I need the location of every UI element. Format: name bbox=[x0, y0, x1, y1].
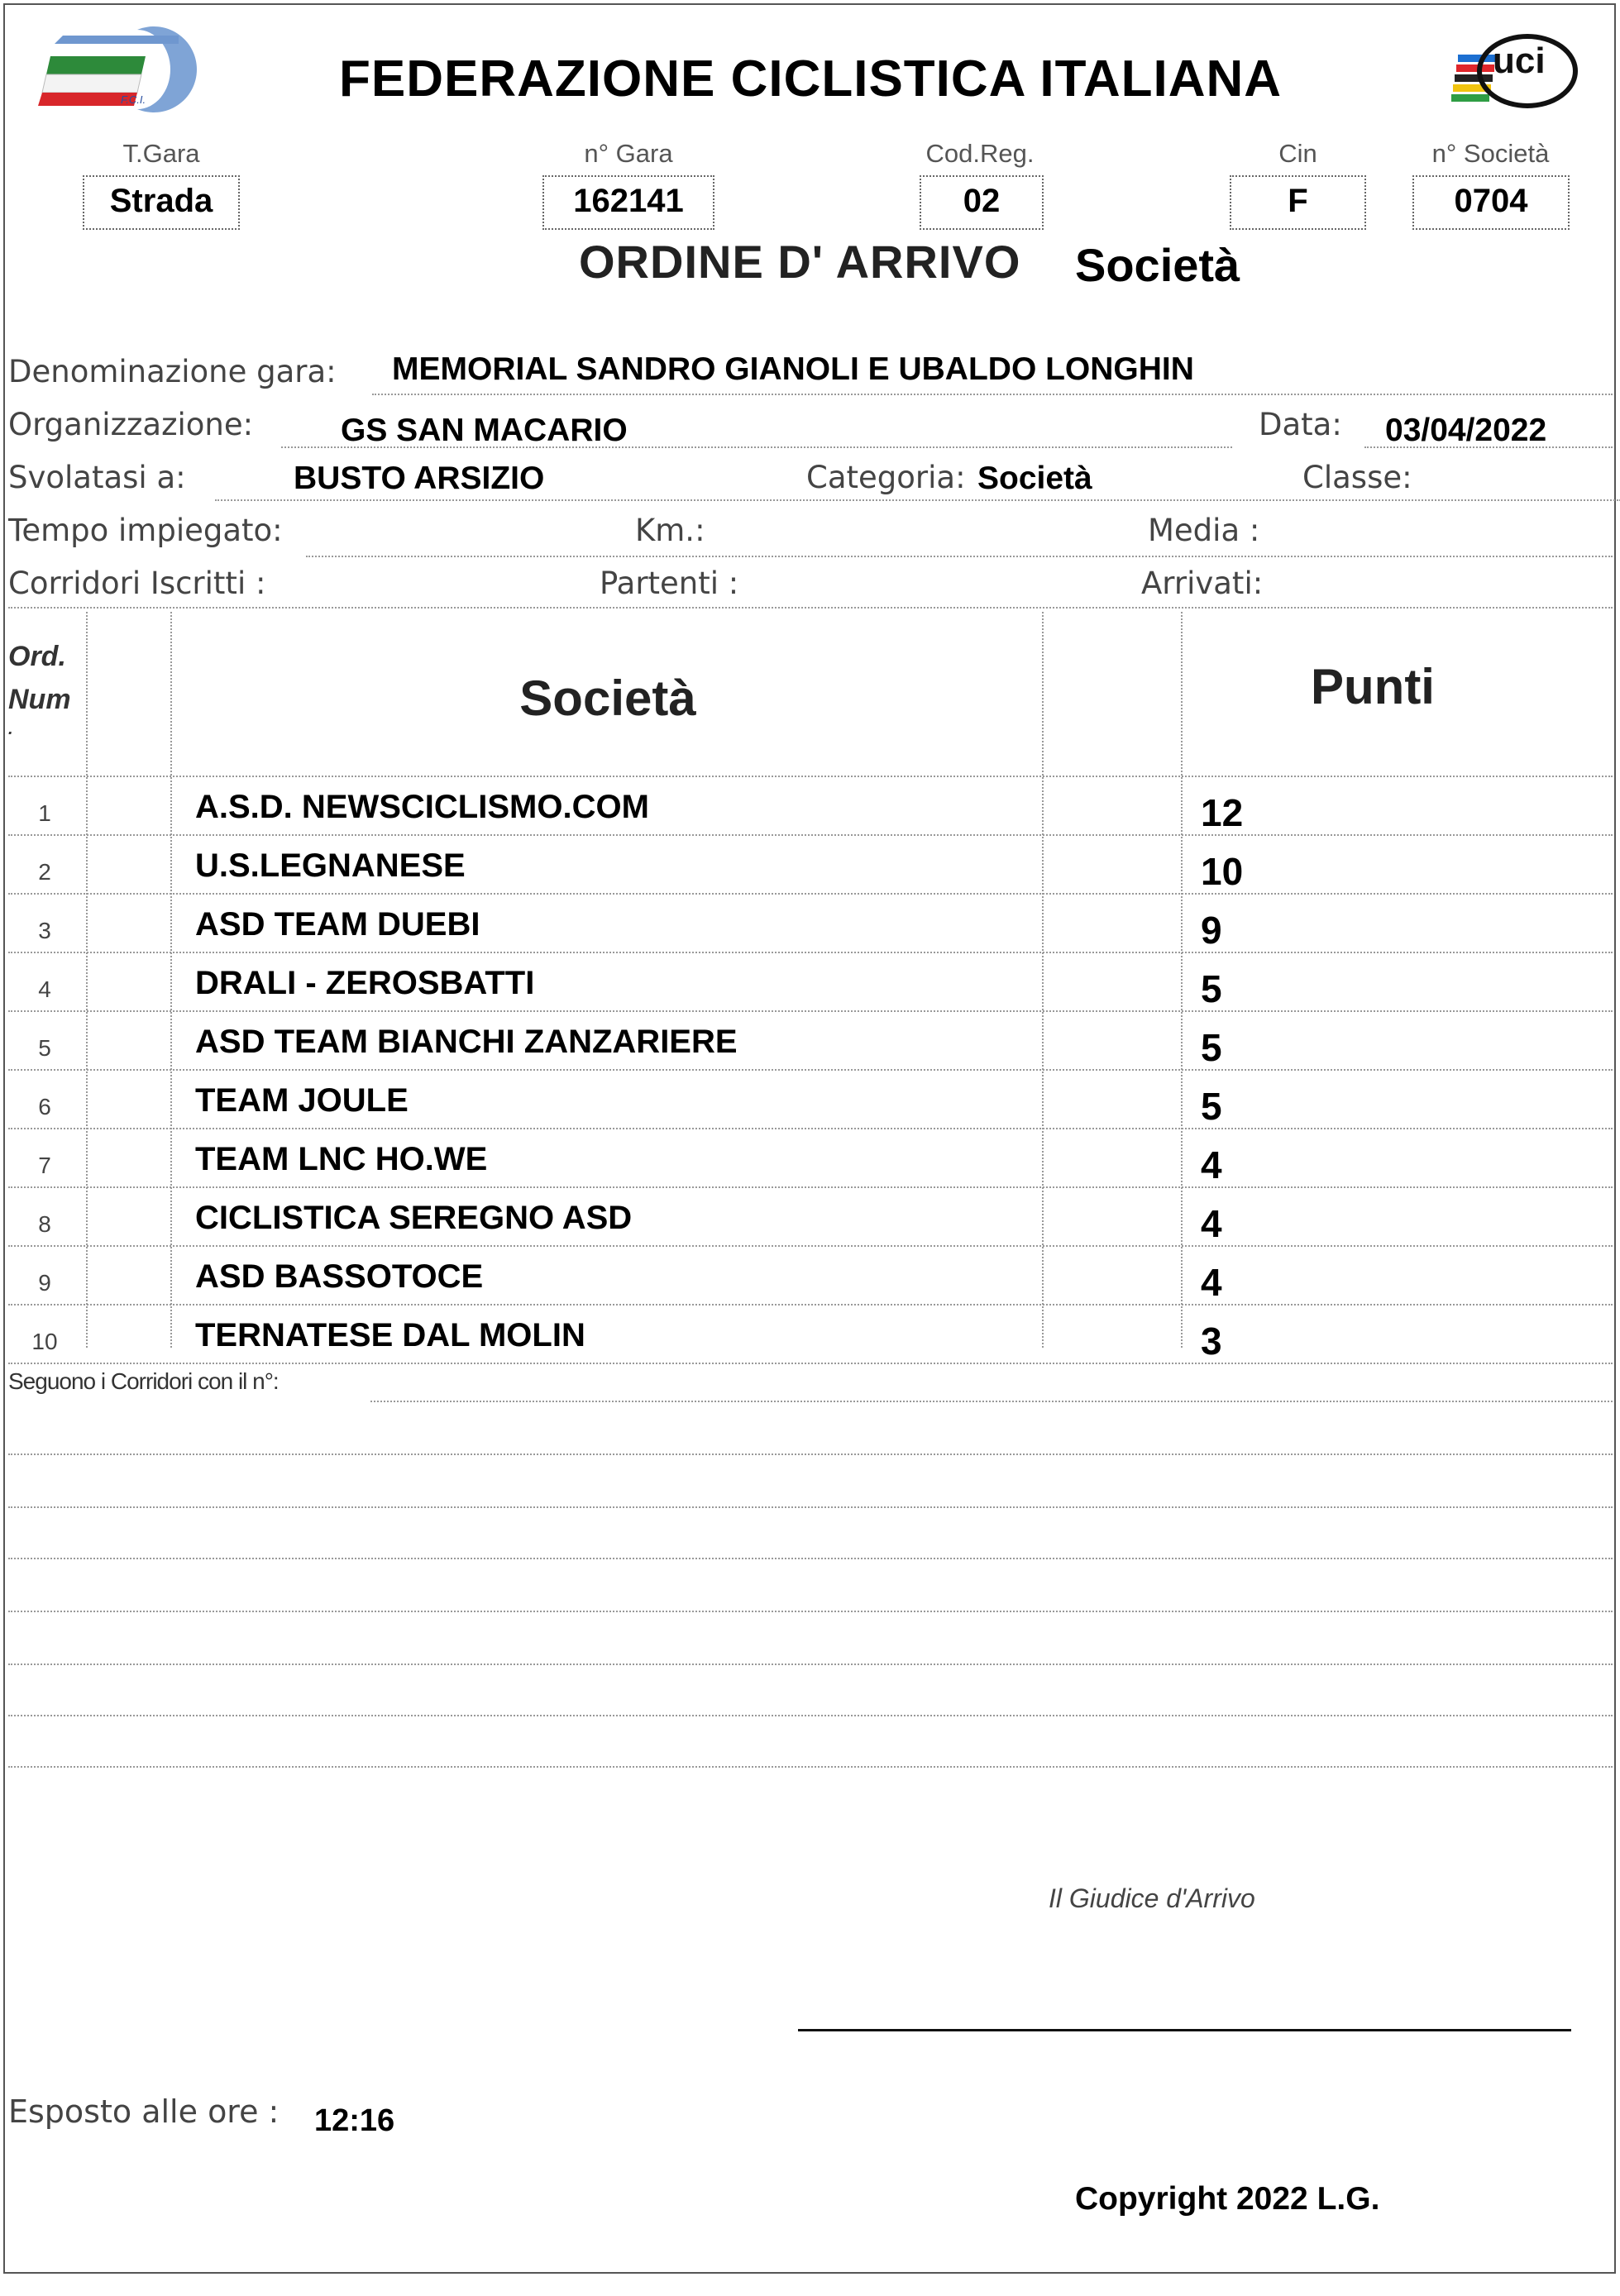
km-label: Km.: bbox=[635, 513, 705, 548]
row-separator bbox=[8, 834, 1613, 836]
uci-logo-icon bbox=[1451, 23, 1584, 116]
row-position: 6 bbox=[38, 1094, 51, 1119]
row-points: 5 bbox=[1201, 1085, 1222, 1128]
blank-line-1 bbox=[8, 1453, 1613, 1455]
row-position: 3 bbox=[38, 918, 51, 943]
svg-text:uci: uci bbox=[1493, 41, 1546, 81]
cod-reg-label: Cod.Reg. bbox=[925, 139, 1035, 168]
svolatasi-line bbox=[215, 499, 1620, 501]
iscritti-line bbox=[8, 607, 1613, 609]
arrivati-label: Arrivati: bbox=[1141, 566, 1264, 601]
blank-line-7 bbox=[8, 1766, 1613, 1768]
row-separator bbox=[8, 1245, 1613, 1247]
row-points: 5 bbox=[1201, 967, 1222, 1010]
row-separator bbox=[8, 1010, 1613, 1012]
row-points: 3 bbox=[1201, 1320, 1222, 1363]
ordine-arrivo-title: ORDINE D' ARRIVO bbox=[579, 236, 1021, 288]
seguono-line bbox=[370, 1401, 1613, 1402]
row-points: 10 bbox=[1201, 850, 1244, 893]
denominazione-label: Denominazione gara: bbox=[8, 354, 337, 389]
row-separator bbox=[8, 1186, 1613, 1188]
t-gara-field: Strada bbox=[83, 175, 240, 230]
cod-reg-field: 02 bbox=[920, 175, 1044, 230]
t-gara-label: T.Gara bbox=[122, 139, 200, 168]
col-line-4 bbox=[1181, 612, 1183, 1348]
row-position: 2 bbox=[38, 859, 51, 885]
punti-header: Punti bbox=[1311, 659, 1435, 714]
row-team-name: TERNATESE DAL MOLIN bbox=[195, 1317, 585, 1353]
row-position: 10 bbox=[31, 1329, 58, 1354]
blank-line-3 bbox=[8, 1558, 1613, 1559]
row-team-name: ASD BASSOTOCE bbox=[195, 1258, 484, 1295]
document-frame bbox=[3, 3, 1616, 2274]
organizzazione-line bbox=[281, 446, 1232, 448]
row-separator bbox=[8, 1304, 1613, 1306]
n-gara-label: n° Gara bbox=[584, 139, 673, 168]
row-points: 4 bbox=[1201, 1261, 1222, 1304]
fci-logo-icon bbox=[30, 23, 203, 114]
col-line-1 bbox=[86, 612, 88, 1348]
row-position: 8 bbox=[38, 1211, 51, 1237]
row-team-name: TEAM LNC HO.WE bbox=[195, 1141, 488, 1177]
data-value: 03/04/2022 bbox=[1385, 413, 1547, 448]
row-team-name: CICLISTICA SEREGNO ASD bbox=[195, 1200, 633, 1236]
svolatasi-label: Svolatasi a: bbox=[8, 460, 186, 495]
signature-line bbox=[798, 2029, 1571, 2031]
row-team-name: TEAM JOULE bbox=[195, 1082, 409, 1119]
row-position: 1 bbox=[38, 800, 51, 826]
categoria-label: Categoria: bbox=[806, 460, 966, 495]
denominazione-value: MEMORIAL SANDRO GIANOLI E UBALDO LONGHIN bbox=[392, 351, 1194, 387]
partenti-label: Partenti : bbox=[600, 566, 739, 601]
col-line-2 bbox=[170, 612, 172, 1348]
row-position: 9 bbox=[38, 1270, 51, 1296]
media-label: Media : bbox=[1148, 513, 1260, 548]
row-team-name: ASD TEAM DUEBI bbox=[195, 906, 480, 943]
row-team-name: DRALI - ZEROSBATTI bbox=[195, 965, 535, 1001]
table-header-line bbox=[8, 776, 1613, 777]
row-points: 4 bbox=[1201, 1143, 1222, 1186]
row-points: 9 bbox=[1201, 909, 1222, 952]
giudice-label: Il Giudice d'Arrivo bbox=[1049, 1883, 1255, 1913]
row-team-name: ASD TEAM BIANCHI ZANZARIERE bbox=[195, 1024, 738, 1060]
ord-header: Ord. bbox=[8, 641, 66, 672]
blank-line-4 bbox=[8, 1611, 1613, 1612]
societa-header: Società bbox=[519, 671, 696, 726]
row-points: 4 bbox=[1201, 1202, 1222, 1245]
data-label: Data: bbox=[1259, 407, 1342, 442]
col-line-3 bbox=[1042, 612, 1044, 1348]
classe-label: Classe: bbox=[1302, 460, 1412, 495]
cin-field: F bbox=[1230, 175, 1366, 230]
row-position: 5 bbox=[38, 1035, 51, 1061]
svg-text:F.C.I.: F.C.I. bbox=[121, 93, 146, 106]
ordine-kind: Società bbox=[1075, 239, 1240, 291]
row-separator bbox=[8, 893, 1613, 895]
row-separator bbox=[8, 1363, 1613, 1364]
page-title: FEDERAZIONE CICLISTICA ITALIANA bbox=[339, 50, 1283, 107]
dot-header: . bbox=[8, 720, 13, 738]
iscritti-label: Corridori Iscritti : bbox=[8, 566, 266, 601]
n-societa-field: 0704 bbox=[1412, 175, 1570, 230]
blank-line-6 bbox=[8, 1715, 1613, 1716]
organizzazione-value: GS SAN MACARIO bbox=[341, 413, 628, 448]
tempo-line bbox=[306, 556, 1613, 557]
tempo-label: Tempo impiegato: bbox=[8, 513, 283, 548]
row-separator bbox=[8, 1069, 1613, 1071]
row-position: 7 bbox=[38, 1153, 51, 1178]
row-points: 5 bbox=[1201, 1026, 1222, 1069]
num-header: Num bbox=[8, 684, 71, 715]
row-team-name: A.S.D. NEWSCICLISMO.COM bbox=[195, 789, 649, 825]
row-team-name: U.S.LEGNANESE bbox=[195, 847, 466, 884]
blank-line-2 bbox=[8, 1506, 1613, 1508]
seguono-label: Seguono i Corridori con il n°: bbox=[8, 1368, 279, 1394]
row-points: 12 bbox=[1201, 791, 1244, 834]
data-line bbox=[1364, 446, 1613, 448]
row-position: 4 bbox=[38, 976, 51, 1002]
n-gara-field: 162141 bbox=[542, 175, 714, 230]
blank-line-5 bbox=[8, 1664, 1613, 1665]
ord-num-header bbox=[8, 635, 71, 737]
esposto-value: 12:16 bbox=[314, 2103, 395, 2138]
row-separator bbox=[8, 1128, 1613, 1129]
categoria-value: Società bbox=[977, 461, 1092, 496]
cin-label: Cin bbox=[1278, 139, 1317, 168]
n-societa-label: n° Società bbox=[1431, 139, 1550, 168]
row-separator bbox=[8, 952, 1613, 953]
organizzazione-label: Organizzazione: bbox=[8, 407, 254, 442]
copyright: Copyright 2022 L.G. bbox=[1075, 2181, 1380, 2217]
denominazione-line bbox=[372, 394, 1613, 395]
svolatasi-value: BUSTO ARSIZIO bbox=[294, 461, 545, 496]
esposto-label: Esposto alle ore : bbox=[8, 2093, 280, 2130]
